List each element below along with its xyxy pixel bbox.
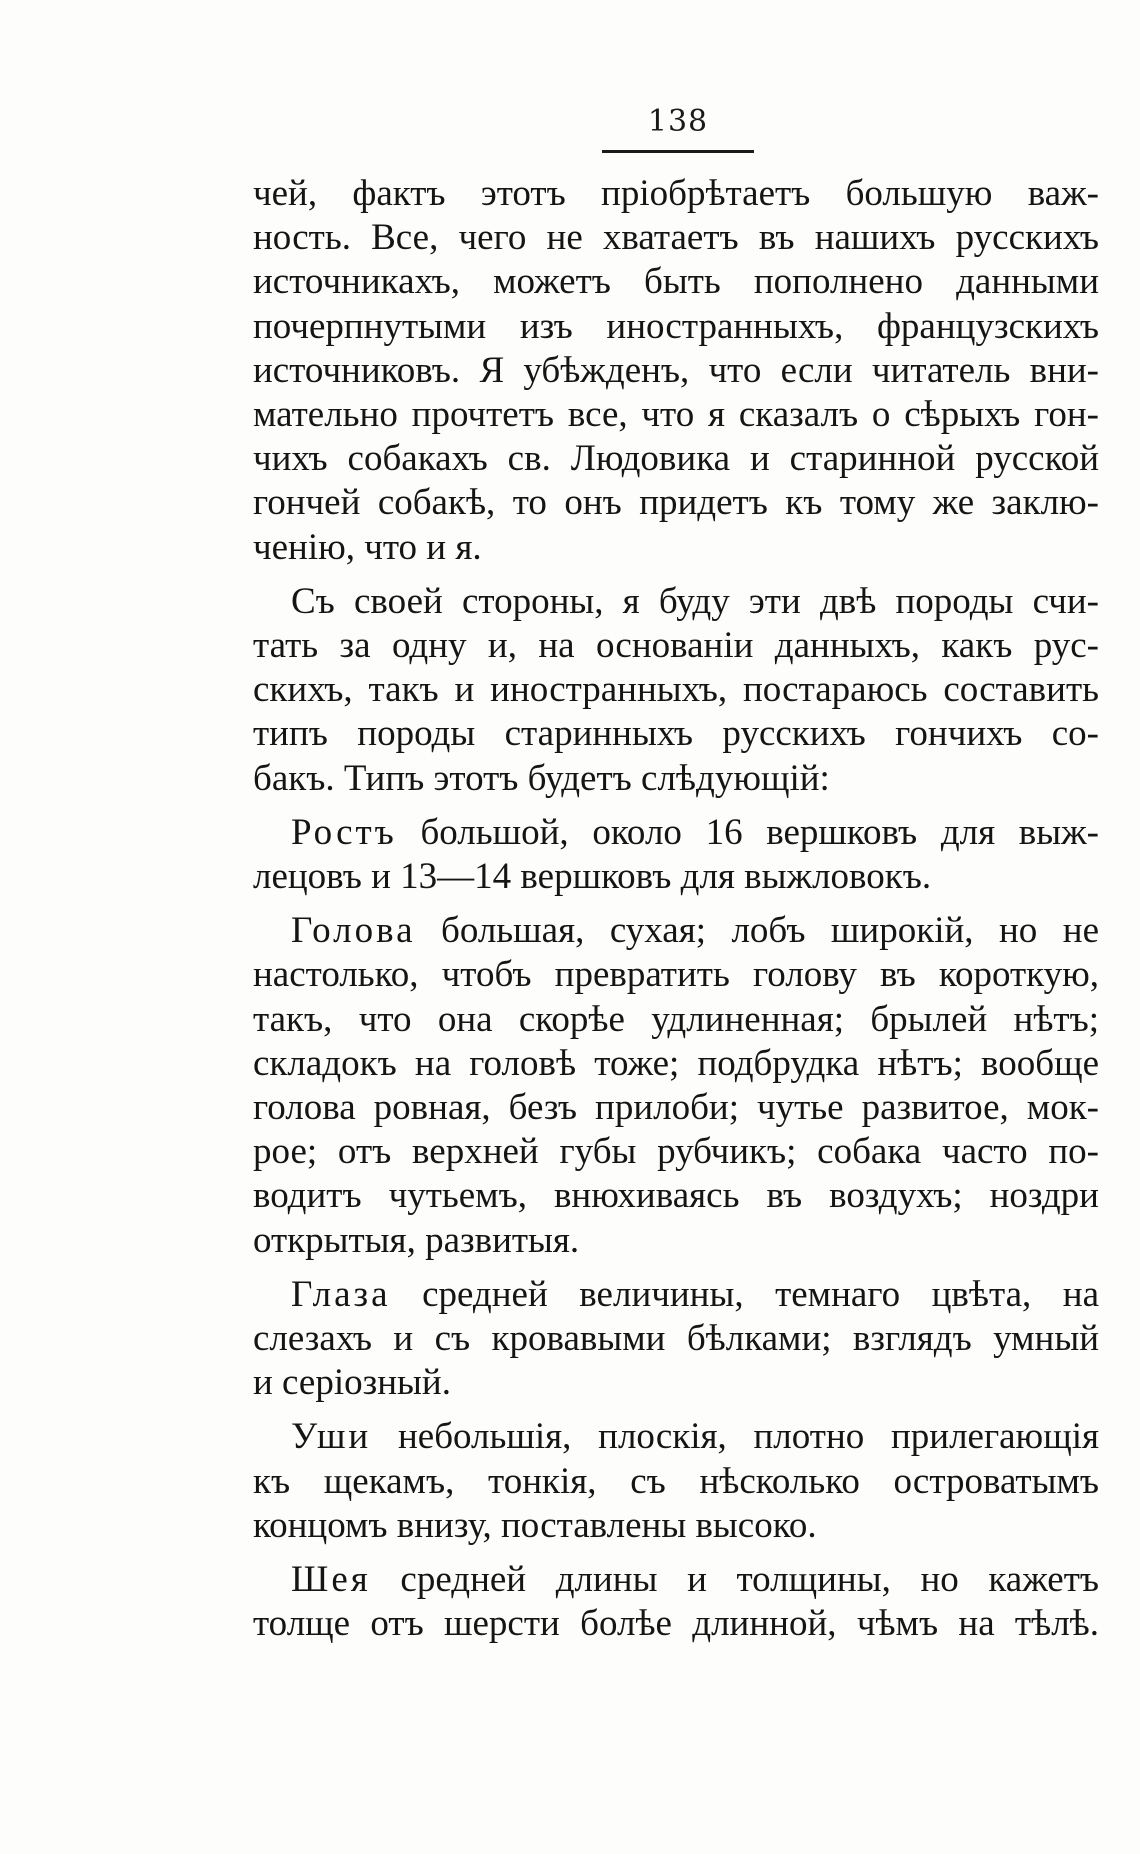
text-line: источникахъ, можетъ быть пополнено данными bbox=[253, 261, 1099, 303]
text-line bbox=[253, 1558, 1099, 1602]
text-line: и серіозный. bbox=[253, 1362, 451, 1404]
text-line: мательно прочтетъ все, что я сказалъ о сѣрыхъ гон- bbox=[253, 394, 1099, 436]
section-lead-word: Глаза bbox=[291, 1273, 391, 1315]
paragraph bbox=[253, 1558, 1099, 1646]
text-line: тать за одну и, на основаніи данныхъ, какъ рус- bbox=[253, 625, 1099, 667]
section-lead-word: Голова bbox=[291, 910, 416, 952]
text-line: голова ровная, безъ прилоби; чутье развитое, мок- bbox=[253, 1087, 1099, 1129]
text-fragment: большая, сухая; лобъ широкій, но не bbox=[415, 910, 1099, 952]
section-lead-word: Ростъ bbox=[291, 811, 397, 853]
text-line bbox=[253, 1273, 1099, 1317]
text-line: слезахъ и съ кровавыми бѣлками; взглядъ умный bbox=[253, 1318, 1099, 1360]
header-rule bbox=[602, 150, 754, 153]
text-line: складокъ на головѣ тоже; подбрудка нѣтъ; вообще bbox=[253, 1042, 1099, 1084]
text-fragment: средней длины и толщины, но кажетъ bbox=[370, 1559, 1099, 1601]
text-line: чихъ собакахъ св. Людовика и старинной русской bbox=[253, 438, 1099, 480]
paragraph bbox=[253, 580, 1099, 801]
section-lead-word: Уши bbox=[291, 1416, 372, 1458]
text-line: толще отъ шерсти болѣе длинной, чѣмъ на тѣлѣ. bbox=[253, 1603, 1099, 1645]
body-text bbox=[253, 172, 1099, 1647]
text-line: лецовъ и 13—14 вершковъ для выжловокъ. bbox=[253, 856, 932, 898]
text-line: концомъ внизу, поставлены высоко. bbox=[253, 1504, 817, 1546]
paragraph bbox=[253, 811, 1099, 899]
paragraph bbox=[253, 909, 1099, 1263]
text-line: источниковъ. Я убѣжденъ, что если читатель вни- bbox=[253, 349, 1099, 391]
text-line bbox=[253, 1415, 1099, 1459]
text-line: почерпнутыми изъ иностранныхъ, французскихъ bbox=[253, 305, 1099, 347]
text-line: ность. Все, чего не хватаетъ въ нашихъ русскихъ bbox=[253, 217, 1099, 259]
text-line bbox=[253, 811, 1099, 855]
paragraph bbox=[253, 172, 1099, 570]
text-line: ченію, что и я. bbox=[253, 526, 482, 568]
text-fragment: небольшія, плоскія, плотно прилегающія bbox=[371, 1416, 1099, 1458]
paragraph bbox=[253, 1273, 1099, 1406]
page-number: 138 bbox=[647, 104, 709, 139]
section-lead-word: Шея bbox=[291, 1559, 371, 1601]
paragraph bbox=[253, 1415, 1099, 1548]
text-line: водитъ чутьемъ, внюхиваясь въ воздухъ; ноздри bbox=[253, 1175, 1099, 1217]
text-line: такъ, что она скорѣе удлиненная; брылей нѣтъ; bbox=[253, 998, 1099, 1040]
text-line: рое; отъ верхней губы рубчикъ; собака часто по- bbox=[253, 1131, 1099, 1173]
text-line bbox=[253, 909, 1099, 953]
text-fragment: большой, около 16 вершковъ для выж- bbox=[396, 811, 1099, 853]
text-line: настолько, чтобъ превратить голову въ короткую, bbox=[253, 954, 1099, 996]
text-line: къ щекамъ, тонкія, съ нѣсколько островатымъ bbox=[253, 1460, 1099, 1502]
text-fragment: средней величины, темнаго цвѣта, на bbox=[390, 1273, 1099, 1315]
text-line: гончей собакѣ, то онъ придетъ къ тому же заклю- bbox=[253, 482, 1099, 524]
text-line: типъ породы старинныхъ русскихъ гончихъ со- bbox=[253, 713, 1099, 755]
text-line: чей, фактъ этотъ пріобрѣтаетъ большую важ- bbox=[253, 173, 1099, 214]
text-line: скихъ, такъ и иностранныхъ, постараюсь составить bbox=[253, 669, 1099, 711]
text-line: открытыя, развитыя. bbox=[253, 1219, 580, 1261]
text-line: бакъ. Типъ этотъ будетъ слѣдующій: bbox=[253, 757, 830, 799]
text-line: Съ своей стороны, я буду эти двѣ породы счи- bbox=[291, 580, 1099, 622]
page-header bbox=[598, 104, 758, 139]
